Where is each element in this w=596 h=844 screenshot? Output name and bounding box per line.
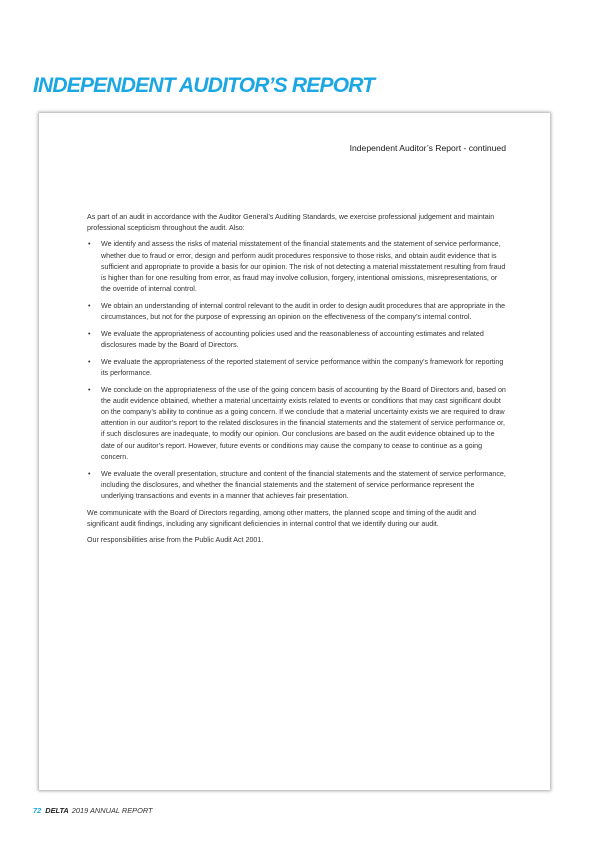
brand-name: DELTA	[45, 806, 69, 815]
running-head: Independent Auditor’s Report - continued	[349, 143, 506, 153]
report-label: 2019 ANNUAL REPORT	[71, 806, 153, 815]
page-title: INDEPENDENT AUDITOR’S REPORT	[33, 74, 375, 97]
list-item	[87, 385, 507, 463]
report-body	[87, 212, 507, 551]
report-sheet	[39, 113, 550, 790]
bullet-icon: •	[88, 469, 91, 478]
page-number: 72	[33, 806, 42, 815]
bullet-icon: •	[88, 240, 91, 249]
list-item-text: We conclude on the appropriateness of the use of the going concern basis of accounting by the Board of Directors and, based on the audit evidence obtained, whether a material uncertainty exists related to events or conditions that may cast significant doubt on the company’s ability to continue as a going concern. If we conclude that a material uncertainty exists we are required to draw attention in our auditor’s report to the related disclosures in the financial statements and the statement of service performance or, if such disclosures are inadequate, to modify our opinion. Our conclusions are based on the audit evidence obtained up to the date of our auditor’s report. However, future events or conditions may cause the company to cease to continue as a going concern.	[101, 385, 506, 461]
list-item	[87, 469, 507, 503]
list-item	[87, 357, 507, 379]
list-item	[87, 239, 507, 295]
bullet-icon: •	[88, 357, 91, 366]
closing-paragraph: We communicate with the Board of Directors regarding, among other matters, the planned scope and timing of the audit and significant audit findings, including any significant deficiencies in internal control that we identify during our audit.	[87, 508, 477, 528]
intro-paragraph: As part of an audit in accordance with the Auditor General’s Auditing Standards, we exercise professional judgement and maintain professional scepticism throughout the audit. Also:	[87, 213, 495, 233]
bullet-icon: •	[88, 301, 91, 310]
list-item	[87, 301, 507, 323]
page-footer	[33, 806, 153, 815]
responsibilities-paragraph: Our responsibilities arise from the Public Audit Act 2001.	[87, 536, 264, 545]
list-item-text: We evaluate the appropriateness of accounting policies used and the reasonableness of accounting estimates and related disclosures made by the Board of Directors.	[101, 329, 484, 350]
bullet-icon: •	[88, 385, 91, 394]
list-item-text: We obtain an understanding of internal control relevant to the audit in order to design audit procedures that are appropriate in the circumstances, but not for the purpose of expressing an opinion on the effectiveness of the company’s internal control.	[101, 301, 506, 322]
procedures-list	[87, 239, 507, 502]
list-item-text: We evaluate the overall presentation, structure and content of the financial statements and the statement of service performance, including the disclosures, and whether the financial statements and the statement of service performance represent the underlying transactions and events in a manner that achieves fair presentation.	[101, 469, 506, 500]
list-item-text: We evaluate the appropriateness of the reported statement of service performance within the company’s framework for reporting its performance.	[101, 357, 504, 377]
list-item	[87, 329, 507, 351]
list-item-text: We identify and assess the risks of material misstatement of the financial statements and the statement of service performance, whether due to fraud or error, design and perform audit procedures responsive to those risks, and obtain audit evidence that is sufficient and appropriate to provide a basis for our opinion. The risk of not detecting a material misstatement resulting from fraud is higher than for one resulting from error, as fraud may involve collusion, forgery, intentional omissions, misrepresentations, or the override of internal control.	[101, 240, 506, 294]
bullet-icon: •	[88, 329, 91, 338]
